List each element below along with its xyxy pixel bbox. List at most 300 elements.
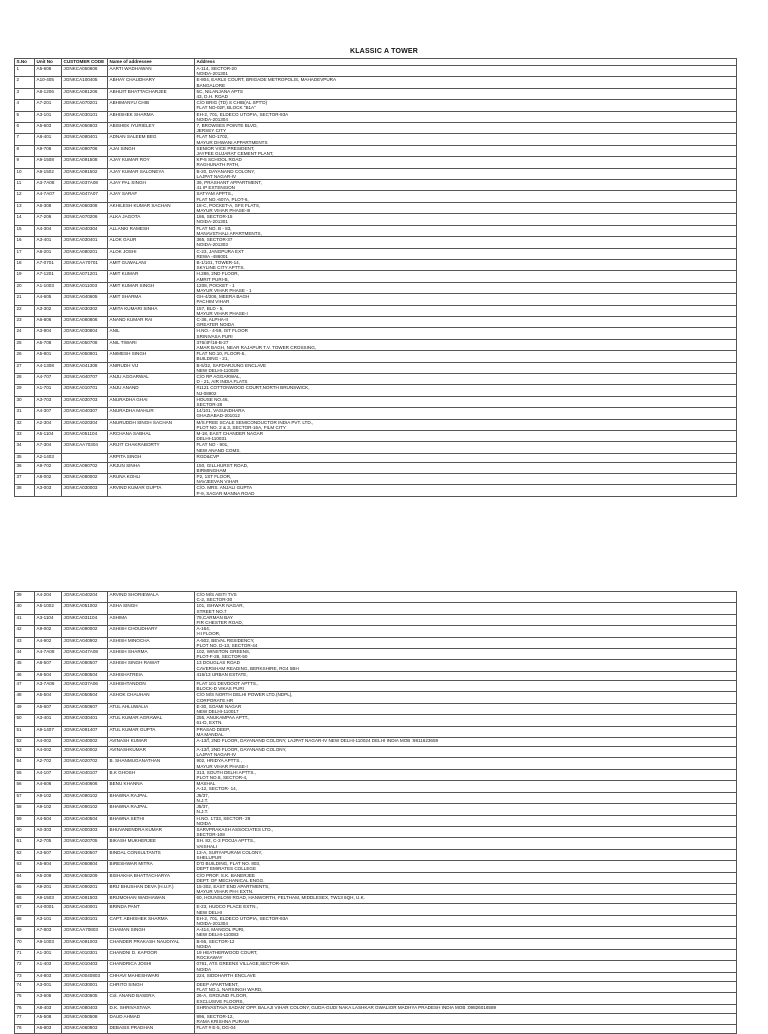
cell-sno: 70 [15,938,35,949]
cell-unit-no: A5-209 [35,872,62,883]
cell-unit-no: A7-304 [35,442,62,453]
cell-unit-no: A9-706 [35,145,62,156]
cell-customer-code: JGNKCA090706 [62,145,108,156]
cell-unit-no: A9-102 [35,804,62,815]
cell-name: ANIRUDH VIJ [108,362,195,373]
cell-sno: 38 [15,485,35,496]
cell-customer-code [62,453,108,462]
cell-address [195,872,737,883]
table-row [15,747,737,758]
cell-sno: 34 [15,442,35,453]
cell-address [195,614,737,625]
cell-name: ABHISHEK SHARMA [108,111,195,122]
cell-unit-no: A6-806 [35,316,62,327]
cell-unit-no: A4-707 [35,373,62,384]
cell-name: ALLANKI RAMESH [108,225,195,236]
table-row [15,626,737,637]
cell-name: B.K GHOSH [108,769,195,780]
address-line: DEPT. OF MECHANICAL ENGG. [196,877,265,883]
cell-name: BIKASH MUKHERJEE [108,838,195,849]
cell-customer-code: JGNKCA047A08 [62,649,108,660]
cell-customer-code: JGNKCA080201 [62,248,108,259]
cell-unit-no: A0-303 [35,826,62,837]
cell-unit-no: A8-1206 [35,88,62,99]
address-line: EH-2, 701, ELDECO UTOPIA, SECTOR-93A [196,111,289,117]
cell-sno: 76 [15,1004,35,1013]
cell-sno: 78 [15,1025,35,1034]
address-line: 13-A, SURYAPURAM COLONY, [196,849,263,855]
cell-name: BINDAL CONSULTANTS [108,849,195,860]
cell-unit-no: A9-1508 [35,157,62,168]
cell-sno: 58 [15,804,35,815]
cell-sno: 77 [15,1013,35,1024]
table-row [15,396,737,407]
cell-unit-no: A7-0701 [35,259,62,270]
address-line: FLAT NO.-607A, PLOT-6, [196,196,249,202]
cell-name: CAPT. ABHISHEK SHARMA [108,915,195,926]
table-row [15,145,737,156]
table-row [15,592,737,603]
cell-name: ASHISHATREIA [108,671,195,680]
cell-address [195,961,737,972]
cell-customer-code: JGNKCA080401 [62,134,108,145]
table-row [15,248,737,259]
table-row [15,214,737,225]
cell-customer-code: JGNKCA040606 [62,781,108,792]
cell-address [195,77,737,88]
cell-sno: 51 [15,726,35,737]
cell-address [195,849,737,860]
address-line: E-804, EARLS COURT, BRIGADE METROPOLIS, MAHADEVPURA [196,77,337,83]
table-row [15,180,737,191]
address-line: SHRIVASTAVA SADAN' OPP. BALAJI VIHAR COLONY, GUDA-GUDI NAKA LASHKAR GWALIOR MADHYA PRADESH INDIA MOB :09826016589 [196,1004,497,1010]
header-customer-code: CUSTOMER CODE [62,59,108,66]
cell-unit-no: A9-102 [35,792,62,803]
cell-address [195,993,737,1004]
cell-customer-code: JGNKCA030101 [62,915,108,926]
cell-sno: 42 [15,626,35,637]
address-line: C/O. MRS. ANJALI GUPTA [196,485,253,491]
table-row [15,849,737,860]
cell-name: B. SHANMUGANATHAN [108,758,195,769]
cell-unit-no: A4-0001 [35,904,62,915]
cell-unit-no: A8-201 [35,248,62,259]
cell-sno: 50 [15,715,35,726]
table-row [15,294,737,305]
table-row [15,726,737,737]
address-line: 18-C, POCKET-A, SFS FLATS, [196,202,261,208]
cell-sno: 8 [15,145,35,156]
cell-name: Col. ANAND BASERA [108,993,195,1004]
table-row [15,614,737,625]
cell-customer-code: JGNKCA070206 [62,214,108,225]
cell-customer-code: JGNKCAA70701 [62,259,108,270]
address-line: #1121 COTTONWOOD COURT,NORTH BRUNSWICK, [196,385,310,391]
address-line: LAJPAT NAGAR-IV [196,752,237,758]
address-line: C/O M/S NORTH DELHI POWER LTD.(NDPL), [196,692,293,698]
cell-sno: 48 [15,692,35,703]
cell-unit-no: A4-307 [35,408,62,419]
cell-address [195,838,737,849]
address-line: 896, SECTOR-12, [196,1013,234,1019]
address-line: EH-2, 701, ELDECO UTOPIA, SECTOR-93A [196,915,289,921]
cell-customer-code: JGNKCA010301 [62,950,108,961]
address-line: A-13/f, 2ND FLOOR, DAYANAND COLONY, LAJPAT NAGAR-IV NEW DELHI-110024 DELHI INDIA MOB :9811623659 [196,737,439,743]
cell-address [195,328,737,339]
address-line: A-13/f, 2ND FLOOR, DAYANAND COLONY, [196,747,287,753]
cell-customer-code: JGNKCA081206 [62,88,108,99]
address-line: 102, WINSTON GREENS, [196,649,251,655]
cell-address [195,396,737,407]
cell-name: ASHOK CHAUHAN [108,692,195,703]
address-line: A-114, SECTOR-20 [196,66,237,71]
address-line: 157, BLD - 5, [196,305,224,311]
cell-name: AARTI WADHAWAN [108,66,195,77]
cell-address [195,123,737,134]
table-row [15,961,737,972]
address-line: C/O M/S AEITI TVS [196,592,237,597]
cell-customer-code: JGNKCA060308 [62,202,108,213]
cell-customer-code: JGNKCA091502 [62,168,108,179]
cell-unit-no: A3-605 [35,993,62,1004]
cell-name: CHRITO SINGH [108,981,195,992]
address-line: NEW DELHI [196,909,223,915]
cell-customer-code: JGNKCA011003 [62,282,108,293]
cell-name: AJAI SINGH [108,145,195,156]
address-line: NOIDA [196,966,212,972]
cell-name: ARVIND KUMAR GUPTA [108,485,195,496]
table-row [15,758,737,769]
address-line: BUILDING - 21, [196,356,229,362]
cell-name: ASHISH CHOUDHARY [108,626,195,637]
address-line: FLAT # E-5, DG-04 [196,1025,236,1031]
cell-unit-no: A3-302 [35,305,62,316]
cell-sno: 39 [15,592,35,603]
address-line: B-5/32, SAFDARJUNG ENCLAVE [196,362,267,368]
cell-sno: 71 [15,950,35,961]
address-line: NJ-08902 [196,390,217,396]
address-line: P-9, SAGAR MANNA ROAD [196,490,255,496]
cell-sno: 31 [15,408,35,419]
table-row [15,769,737,780]
cell-address [195,408,737,419]
cell-customer-code: JGNKCA051002 [62,603,108,614]
cell-sno: 56 [15,781,35,792]
cell-customer-code: JGNKCA040204 [62,592,108,603]
cell-address [195,111,737,122]
cell-name: AJAY KUMAR SALONEYA [108,168,195,179]
cell-customer-code: JGNKCA040002 [62,737,108,746]
address-line: C-36, ALPHA-II [196,316,228,322]
cell-unit-no: A5-504 [35,692,62,703]
cell-address [195,649,737,660]
cell-sno: 9 [15,157,35,168]
cell-sno: 4 [15,100,35,111]
cell-sno: 36 [15,462,35,473]
address-line: MAYUR DHWANI APPARTMENTS [196,139,268,145]
cell-unit-no: A9-1503 [35,895,62,904]
cell-name: DAUD AHMAD [108,1013,195,1024]
table-row [15,339,737,350]
cell-sno: 11 [15,180,35,191]
address-line: NOIDA [196,943,212,949]
cell-address [195,1013,737,1024]
cell-sno: 45 [15,660,35,671]
table-row [15,1013,737,1024]
cell-unit-no: A4-304 [35,225,62,236]
address-line: 60, HOUNSLOW ROAD, HANWORTH, FELTHAM, MIDDLESEX, TW13 6QH, U.K. [196,895,365,901]
cell-unit-no: A4-606 [35,781,62,792]
table-row [15,993,737,1004]
cell-unit-no: A9-702 [35,462,62,473]
cell-sno: 13 [15,202,35,213]
cell-name: ASHISHTANDON [108,680,195,691]
cell-sno: 20 [15,282,35,293]
table-row [15,838,737,849]
cell-customer-code: JGNKCA040001 [62,904,108,915]
addressee-table-part-2 [14,591,737,1034]
cell-sno: 75 [15,993,35,1004]
cell-name: AMIT KUMAR SINGH [108,282,195,293]
address-line: SECTOR-108 [196,832,225,838]
cell-address [195,626,737,637]
table-row [15,792,737,803]
table-row [15,168,737,179]
cell-sno: 73 [15,972,35,981]
cell-sno: 55 [15,769,35,780]
cell-address [195,815,737,826]
address-line: A-12, SECTOR- 14, [196,786,238,792]
address-line: REWA -486001 [196,253,228,259]
cell-unit-no: A8-401 [35,134,62,145]
cell-unit-no: A4-803 [35,972,62,981]
cell-sno: 3 [15,88,35,99]
address-line: FLAT NO.1, NARSINGH WARD, [196,987,263,993]
address-line: RAGHUNATH PATH, [196,162,240,168]
table-row [15,351,737,362]
cell-address [195,737,737,746]
address-line: NEW DELHI-110083 [196,932,239,938]
cell-unit-no: A3-7A06 [35,680,62,691]
cell-unit-no: A5-708 [35,339,62,350]
table-row [15,431,737,442]
cell-unit-no: A4-1308 [35,362,62,373]
cell-sno: 59 [15,815,35,826]
table-row [15,419,737,430]
cell-sno: 6 [15,123,35,134]
address-line: STREET NO.7 [196,608,227,614]
cell-customer-code: JGNKCA080504 [62,671,108,680]
cell-address [195,225,737,236]
cell-address [195,385,737,396]
cell-unit-no: A1-301 [35,950,62,961]
cell-unit-no: A2-705 [35,838,62,849]
table-row [15,474,737,485]
cell-unit-no: A4-002 [35,737,62,746]
cell-customer-code: JGNKCA040002 [62,747,108,758]
cell-unit-no: A3-507 [35,849,62,860]
cell-unit-no: A3-001 [35,981,62,992]
cell-unit-no: A4-7A07 [35,191,62,202]
address-line: C-23, JANGPURA EXT [196,248,244,254]
table-row [15,373,737,384]
cell-name: BHUVANENDRA KUMAR [108,826,195,837]
cell-unit-no: A4-902 [35,637,62,648]
cell-sno: 15 [15,225,35,236]
cell-customer-code: JGNKCA050209 [62,872,108,883]
cell-unit-no: A4-605 [35,294,62,305]
cell-address [195,453,737,462]
cell-sno: 16 [15,237,35,248]
cell-name: BIRESHWAR MITRA [108,861,195,872]
table-row [15,442,737,453]
table-row [15,815,737,826]
cell-address [195,248,737,259]
cell-address [195,1004,737,1013]
cell-name: CHHAVI MAHESHWARI [108,972,195,981]
cell-address [195,703,737,714]
cell-customer-code: JGNKCA040707 [62,373,108,384]
address-line: J5/37, [196,792,210,798]
cell-sno: 74 [15,981,35,992]
cell-name: ADNAN SALEEM BEG [108,134,195,145]
address-line: PRASAD DEEP, [196,726,230,732]
cell-name: ABHIMANYU CHIB [108,100,195,111]
address-line: NAVJEEVAN VIHAR [196,479,239,485]
cell-unit-no: A5-1002 [35,603,62,614]
cell-sno: 65 [15,883,35,894]
table-row [15,462,737,473]
table-row [15,603,737,614]
address-line: PACHIM VIHAR [196,299,230,305]
cell-name: AJAY PAL SINGH [108,180,195,191]
cell-sno: 41 [15,614,35,625]
cell-name: CHANDNI D. KAPOOR [108,950,195,961]
cell-name: ARUNA KOHLI [108,474,195,485]
cell-sno: 37 [15,474,35,485]
cell-unit-no: A8-403 [35,1004,62,1013]
cell-sno: 23 [15,316,35,327]
cell-address [195,88,737,99]
header-unit-no: Unit No [35,59,62,66]
cell-customer-code: JGNKCA020705 [62,838,108,849]
cell-unit-no: A8-507 [35,660,62,671]
cell-name: CHANDRICA JOSHI [108,961,195,972]
address-line: 224, SIDDHARTH ENCLAVE [196,972,256,978]
address-line: AMRIT PURI-B, [196,276,229,282]
page-title: KLASSIC A TOWER [349,48,419,55]
table-row [15,703,737,714]
table-row [15,904,737,915]
cell-customer-code: JGNKCA030401 [62,237,108,248]
cell-address [195,726,737,737]
cell-unit-no: A3-401 [35,237,62,248]
address-line: 186, SECTOR-15 [196,214,233,220]
table-row [15,305,737,316]
cell-address [195,419,737,430]
cell-unit-no: A7-201 [35,100,62,111]
address-line: C/O PROF. S.K. BANERJEE [196,872,255,878]
cell-customer-code: JGNKCA050508 [62,1013,108,1024]
cell-customer-code: JGNKCA0040803 [62,972,108,981]
cell-address [195,214,737,225]
cell-sno: 49 [15,703,35,714]
cell-customer-code: JGNKCA030401 [62,715,108,726]
cell-customer-code: JGNKCA050504 [62,692,108,703]
cell-unit-no: A3-101 [35,915,62,926]
cell-address [195,462,737,473]
cell-address [195,271,737,282]
table-row [15,671,737,680]
address-line: B-1/101, TOWER-14, [196,259,240,265]
cell-address [195,883,737,894]
cell-customer-code: JGNKCA090102 [62,804,108,815]
header-address: Address [195,59,737,66]
cell-customer-code: JGNKCA100405 [62,77,108,88]
cell-address [195,637,737,648]
address-line: MAYUR VIHAR PHASE-I [196,310,248,316]
cell-customer-code: JGNKCA040307 [62,408,108,419]
cell-sno: 28 [15,373,35,384]
address-line: PLOT-F-28, SECTOR-50 [196,654,248,660]
cell-name: ANIMESH SINGH [108,351,195,362]
cell-customer-code: JGNKCA040902 [62,637,108,648]
cell-address [195,294,737,305]
address-line: A-164, [196,626,211,632]
address-line: NEW DELHI-110017 [196,708,239,714]
table-row [15,237,737,248]
cell-address [195,100,737,111]
cell-name: AJAY SARAF [108,191,195,202]
table-row [15,225,737,236]
address-line: MANAVSTHALI APARTMENTS, [196,230,262,236]
cell-name: AMIT SHARMA [108,294,195,305]
cell-sno: 24 [15,328,35,339]
cell-customer-code: JGNKCA040107 [62,769,108,780]
cell-sno: 22 [15,305,35,316]
address-line: RAMA KRISHNA PURAM [196,1019,249,1025]
address-line: RGD&CVP [196,453,220,459]
cell-name: DEBASIS PRADHAN [108,1025,195,1034]
table-row [15,77,737,88]
address-line: NEW DELHI-110029 [196,367,239,373]
cell-customer-code: JGNKCA000303 [62,826,108,837]
cell-address [195,692,737,703]
table-row [15,271,737,282]
table-row [15,282,737,293]
cell-address [195,202,737,213]
cell-name: D.K. SHRIVASTAVA [108,1004,195,1013]
address-line: PLOT NO.8, SECTOR-4, [196,775,248,781]
address-line: 255, ANUKAMPAA APTT., [196,715,250,721]
table-row [15,66,737,77]
cell-sno: 57 [15,792,35,803]
address-line: 313, SOUTH DELHI APTTS., [196,769,256,775]
cell-customer-code: JGNKCA090102 [62,792,108,803]
cell-address [195,603,737,614]
cell-unit-no: A2-702 [35,758,62,769]
cell-address [195,66,737,77]
cell-sno: 47 [15,680,35,691]
cell-customer-code: JGNKCA040304 [62,225,108,236]
table-row [15,191,737,202]
address-line: SARVPRAKASH ASSOCIATES LTD., [196,826,274,832]
address-line: 61-D, EXTN. [196,720,223,726]
cell-name: BRINDA PANT [108,904,195,915]
address-line: N.J.T. [196,809,209,815]
cell-name: ANJU ANAND [108,385,195,396]
address-line: MAYUR VIHAR PH-I EXTN. [196,889,254,895]
